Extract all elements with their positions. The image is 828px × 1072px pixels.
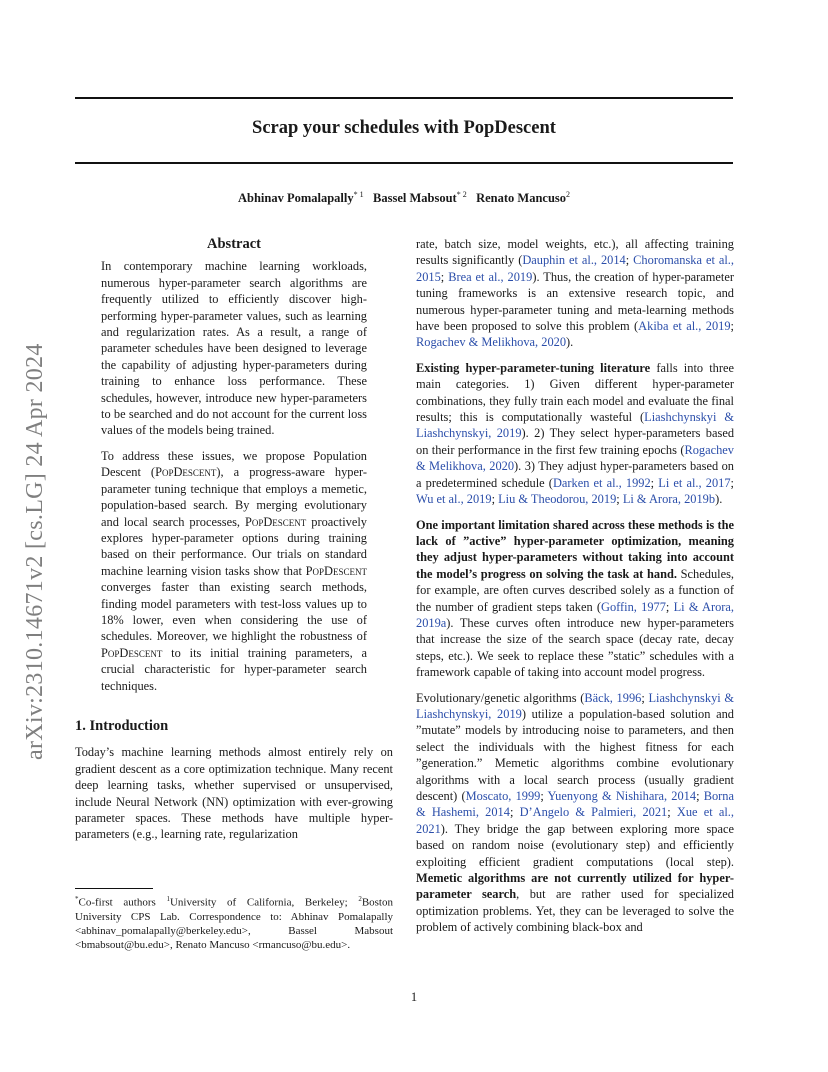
citation-link[interactable]: Rogachev & Melikhova, 2020 [416,442,734,474]
abstract-body [101,258,367,694]
left-column [75,236,393,852]
arxiv-side-stamp: arXiv:2310.14671v2 [cs.LG] 24 Apr 2024 [22,343,48,760]
author-name: Renato Mancuso [476,191,567,206]
abstract-paragraph: In contemporary machine learning workloads, numerous hyper-parameter search algorithms are frequently utilized to efficiently discover high-performing hyper-parameter values, such as learning and regularization rates. As a result, a range of parameter schedules have been designed to leverage the capability of adjusting hyper-parameters during training to enhance loss performance. These schedules, however, introduce new hyper-parameters to be searched and do not account for the current loss values of the models being trained. [101,259,367,438]
body-paragraph: Existing hyper-parameter-tuning literature falls into three main categories. 1) Given different hyper-parameter combinations, they fully train each model and evaluate the final results; this is computationally wasteful (Liashchynskyi & Liashchynskyi, 2019). 2) They select hyper-parameters based on their performance in the first few training epochs (Rogachev & Melikhova, 2020). 3) They adjust hyper-parameters based on a predetermined schedule (Darken et al., 1992; Li et al., 2017; Wu et al., 2019; Liu & Theodorou, 2019; Li & Arora, 2019b). [416,360,735,507]
intro-paragraph: Today’s machine learning methods almost entirely rely on gradient descent as a core optimization technique. Many recent deep learning tasks, whether supervised or unsupervised, include Neural Network (NN) optimization with ever-growing parameter spaces. These methods have multiple hyper-parameters (e.g., learning rate, regularization [75,745,393,842]
citation-link[interactable]: Yuenyong & Nishihara, 2014 [547,789,697,803]
author-name: Abhinav Pomalapally [237,191,354,206]
citation-link[interactable]: Bäck, 1996 [584,690,642,705]
citation-link[interactable]: Li & Arora, 2019b [622,492,716,507]
author-name: Bassel Mabsout [373,191,457,206]
citation-link[interactable]: Akiba et al., 2019 [638,319,731,334]
citation-link[interactable]: Li & Arora, 2019a [416,599,735,630]
citation-link[interactable]: Borna & Hashemi, 2014 [416,789,734,820]
citation-link[interactable]: Liashchynskyi & Liashchynskyi, 2019 [416,410,734,441]
citation-link[interactable]: Dauphin et al., 2014 [522,253,626,268]
abstract-paragraph: To address these issues, we propose Population Descent (PopDescent), a progress-aware hyper-parameter tuning technique that employs a memetic, population-based search. By merging evolutionary and local search processes, PopDescent proactively explores hyper-parameter options during training based on their performance. Our trials on standard machine learning vision tasks show that PopDescent converges faster than existing search methods, finding model parameters with test-loss values up to 18% lower, even when considering the use of schedules. Moreover, we highlight the robustness of PopDescent to its initial training parameters, a crucial characteristic for hyper-parameter search techniques. [101,448,367,693]
citation-link[interactable]: Liashchynskyi & Liashchynskyi, 2019 [416,690,734,721]
citation-link[interactable]: Choromanska et al., 2015 [416,253,734,284]
body-paragraph: One important limitation shared across these methods is the lack of ”active” hyper-parameter optimization, meaning they adjust hyper-parameters without taking into account the model’s progress on solving the task at hand. Schedules, for example, are often curves described solely as a function of the number of gradient steps taken (Goffin, 1977; Li & Arora, 2019a). These curves often introduce new hyper-parameters that increase the size of the search space (decay rate, decay steps, etc.). We seek to replace these ”static” schedules with a framework capable of taking into account model progress. [416,517,735,680]
citation-link[interactable]: Xue et al., 2021 [416,805,734,836]
citation-link[interactable]: Brea et al., 2019 [448,269,533,284]
author-list [75,190,733,206]
author-marks: * 1 [353,190,364,199]
author-marks: 2 [566,190,571,199]
abstract-heading: Abstract [207,236,261,252]
citation-link[interactable]: Li et al., 2017 [658,475,731,490]
title-bottom-rule [75,162,733,164]
author-marks: * 2 [456,190,467,199]
section-heading-introduction: 1. Introduction [75,717,169,734]
citation-link[interactable]: Liu & Theodorou, 2019 [498,492,617,507]
footnote-rule [75,888,153,889]
citation-link[interactable]: Moscato, 1999 [465,789,541,803]
citation-link[interactable]: Rogachev & Melikhova, 2020 [416,335,567,350]
right-column [416,236,734,945]
paper-title: Scrap your schedules with PopDescent [252,118,556,138]
citation-link[interactable]: Goffin, 1977 [601,599,666,614]
citation-link[interactable]: Darken et al., 1992 [552,475,651,490]
citation-link[interactable]: Wu et al., 2019 [416,492,492,507]
body-paragraph: Evolutionary/genetic algorithms (Bäck, 1996; Liashchynskyi & Liashchynskyi, 2019) utilize a population-based solution and ”mutate” models by introducing noise to parameters, and then select the individuals with the highest fitness for each ”generation.” Memetic algorithms combine evolutionary algorithms with a local search process (usually gradient descent) (Moscato, 1999; Yuenyong & Nishihara, 2014; Borna & Hashemi, 2014; D’Angelo & Palmieri, 2021; Xue et al., 2021). They bridge the gap between exploring more space based on random noise (evolutionary step) and efficiently exploiting efficient gradient computations (local step). Memetic algorithms are not currently utilized for hyper-parameter search, but are rather used for specialized optimization problems. Yet, they can be leveraged to solve the problem of actively combining black-box and [416,690,734,935]
top-rule [75,97,733,99]
footnote: *Co-first authors $^1$University of California, Berkeley; $^2$Boston University CPS Lab. Correspondence to: Abhinav Pomalapally <abhinav_pomalapally@berkeley.edu>, Bassel Mabsout <bmabsout@bu.edu>, Renato Mancuso <rmancuso@bu.edu>. [75,888,393,952]
body-paragraph: rate, batch size, model weights, etc.), all affecting training results significantly (Dauphin et al., 2014; Choromanska et al., 2015; Brea et al., 2019). Thus, the creation of hyper-parameter tuning frameworks is an extensive research topic, and numerous hyper-parameter tuning and meta-learning methods have been proposed to solve this problem (Akiba et al., 2019; Rogachev & Melikhova, 2020). [416,237,734,350]
citation-link[interactable]: D’Angelo & Palmieri, 2021 [519,805,668,820]
page-number: 1 [410,990,418,1004]
